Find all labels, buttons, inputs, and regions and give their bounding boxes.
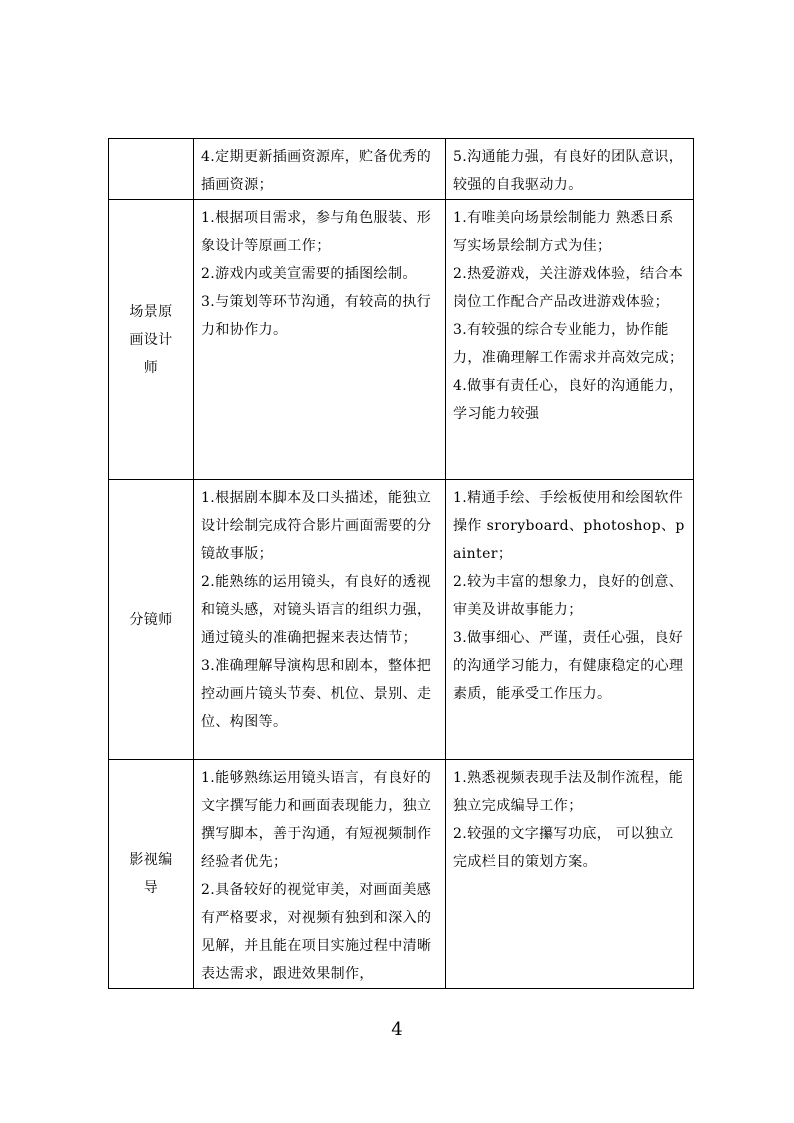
job-requirements-table xyxy=(108,138,694,989)
duty-item: 3.准确理解导演构思和剧本，整体把控动画片镜头节奏、机位、景别、走位、构图等。 xyxy=(201,658,432,730)
duty-item: 1.根据项目需求，参与角色服装、形象设计等原画工作； xyxy=(201,210,432,254)
table-row-scene-concept-artist xyxy=(109,200,694,480)
table-row-illustrator-continued xyxy=(109,139,694,200)
requirement-item: 4.做事有责任心，良好的沟通能力，学习能力较强 xyxy=(453,378,684,422)
role-title-line: 导 xyxy=(143,880,159,896)
duties-cell xyxy=(194,760,446,989)
requirement-item: 1.熟悉视频表现手法及制作流程，能独立完成编导工作； xyxy=(453,770,684,814)
role-cell xyxy=(109,480,194,760)
requirement-item: 1.有唯美向场景绘制能力 熟悉日系写实场景绘制方式为佳； xyxy=(453,210,674,254)
requirements-cell xyxy=(446,139,694,200)
role-title-line: 分镜师 xyxy=(129,611,173,628)
requirement-item: 2.较为丰富的想象力，良好的创意、审美及讲故事能力； xyxy=(453,574,684,618)
requirement-item: 2.热爱游戏，关注游戏体验，结合本岗位工作配合产品改进游戏体验； xyxy=(453,266,684,310)
requirements-cell xyxy=(446,480,694,760)
requirements-cell xyxy=(446,200,694,480)
requirement-item: 3.有较强的综合专业能力，协作能力，准确理解工作需求并高效完成； xyxy=(453,322,684,366)
requirement-item: 1.精通手绘、手绘板使用和绘图软件操作 sroryboard、photoshop、painter； xyxy=(453,490,685,562)
duty-item: 4.定期更新插画资源库，贮备优秀的插画资源； xyxy=(201,149,432,193)
role-cell xyxy=(109,760,194,989)
duty-item: 2.游戏内或美宣需要的插图绘制。 xyxy=(201,266,417,282)
requirements-cell xyxy=(446,760,694,989)
duties-cell xyxy=(194,139,446,200)
requirement-item: 5.沟通能力强，有良好的团队意识，较强的自我驱动力。 xyxy=(453,149,684,193)
table-row-storyboard-artist xyxy=(109,480,694,760)
table-row-video-director xyxy=(109,760,694,989)
duty-item: 3.与策划等环节沟通，有较高的执行力和协作力。 xyxy=(201,294,432,338)
page-number: 4 xyxy=(391,1019,403,1040)
role-title-line: 画设计 xyxy=(129,331,173,348)
requirement-item: 3.做事细心、严谨，责任心强，良好的沟通学习能力，有健康稳定的心理素质，能承受工作压力。 xyxy=(453,630,684,702)
duty-item: 1.根据剧本脚本及口头描述，能独立设计绘制完成符合影片画面需要的分镜故事版； xyxy=(201,490,432,562)
duties-cell xyxy=(194,200,446,480)
requirement-item: 2.较强的文字攥写功底， 可以独立完成栏目的策划方案。 xyxy=(453,826,674,870)
duty-item: 2.具备较好的视觉审美，对画面美感有严格要求，对视频有独到和深入的见解，并且能在项目实施过程中清晰表达需求，跟进效果制作， xyxy=(201,882,432,982)
role-title-line: 场景原 xyxy=(129,303,173,320)
duty-item: 2.能熟练的运用镜头，有良好的透视和镜头感，对镜头语言的组织力强，通过镜头的准确把握来表达情节； xyxy=(201,574,432,646)
role-cell xyxy=(109,200,194,480)
role-title-line: 师 xyxy=(143,359,159,376)
duty-item: 1.能够熟练运用镜头语言，有良好的文字撰写能力和画面表现能力，独立撰写脚本，善于沟通，有短视频制作经验者优先； xyxy=(201,770,432,870)
duties-cell xyxy=(194,480,446,760)
role-cell-empty xyxy=(109,139,194,200)
role-title-line: 影视编 xyxy=(129,852,173,868)
